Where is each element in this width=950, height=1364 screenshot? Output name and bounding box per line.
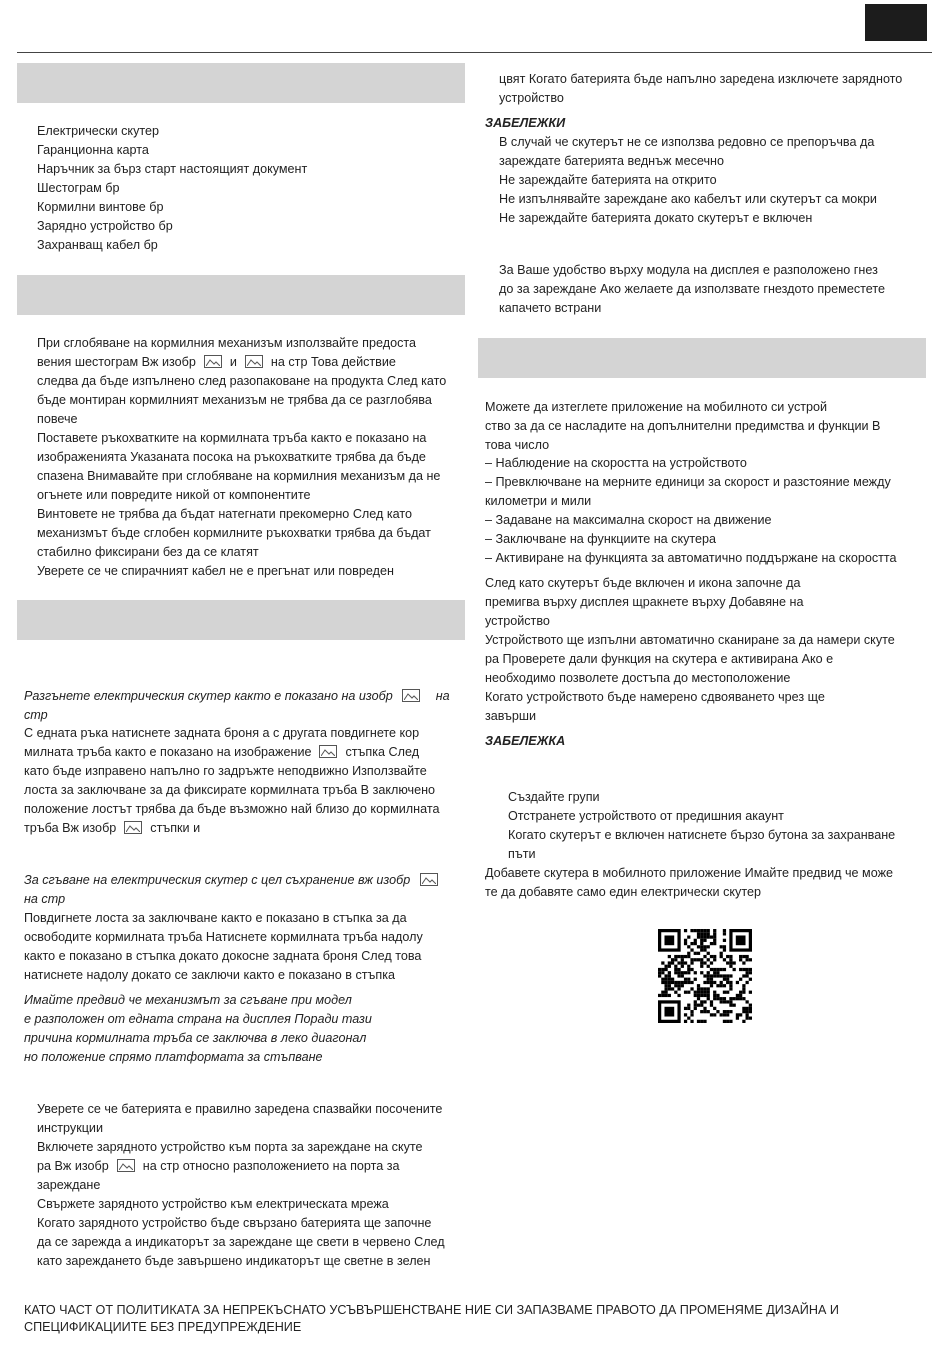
charge-line: ра Вж изобр на стр относно разположението на порта за <box>37 1159 400 1173</box>
footer-line: СПЕЦИФИКАЦИИТЕ БЕЗ ПРЕДУПРЕЖДЕНИЕ <box>24 1320 302 1334</box>
fold-line: Повдигнете лоста за заключване както е показано в стъпка за да <box>24 911 407 925</box>
note-item: Не изпълнявайте зареждане ако кабелът или скутерът са мокри <box>499 192 877 206</box>
unfold-line: положение лостът трябва да бъде възможно най близо до кормилната <box>24 802 440 816</box>
pairing-line: завърши <box>485 709 537 723</box>
unfold-line: лоста за заключване за да фиксирате кормилната тръба В заключено <box>24 783 436 797</box>
pairing-line: Устройството ще изпълни автоматично сканиране за да намери скуте <box>485 633 895 647</box>
section-header-package <box>17 63 465 103</box>
charge-line: Включете зарядното устройство към порта за зареждане на скуте <box>37 1140 423 1154</box>
unfold-line: С едната ръка натиснете задната броня а с другата повдигнете кор <box>24 726 420 740</box>
image-icon <box>117 1159 135 1172</box>
section-header-folding <box>17 600 465 640</box>
image-icon <box>319 745 337 758</box>
closing-line: те да добавяте само един електрически скутер <box>485 885 761 899</box>
app-intro-line: ство за да се насладите на допълнителни предимства и функции В <box>485 419 881 433</box>
package-item: Зарядно устройство бр <box>37 219 173 233</box>
assembly-line: вения шестограм Вж изобр и на стр Това действие <box>37 355 396 369</box>
assembly-line: Поставете ръкохватките на кормилната тръба както е показано на <box>37 431 427 445</box>
note-line: Отстранете устройството от предишния акаунт <box>508 809 784 823</box>
image-icon <box>204 355 222 368</box>
note-item: В случай че скутерът не се използва редовно се препоръчва да <box>499 135 875 149</box>
charge-line: Когато зарядното устройство бъде свързано батерията ще започне <box>37 1216 432 1230</box>
charge-line: като зареждането бъде завършено индикаторът ще светне в зелен <box>37 1254 431 1268</box>
note-line: Създайте групи <box>508 790 600 804</box>
fold-note-line: причина кормилната тръба се заключва в леко диагонал <box>24 1031 367 1045</box>
pairing-line: устройство <box>485 614 550 628</box>
fold-title-2: на стр <box>24 892 66 906</box>
package-item: Шестограм бр <box>37 181 120 195</box>
assembly-line: При сглобяване на кормилния механизъм използвайте предоста <box>37 336 417 350</box>
note-item: зареждате батерията веднъж месечно <box>499 154 724 168</box>
charge-line: Уверете се че батерията е правилно заредена спазвайки посочените <box>37 1102 443 1116</box>
assembly-line: Уверете се че спирачният кабел не е прегънат или повреден <box>37 564 394 578</box>
pairing-line: ра Проверете дали функция на скутера е активирана Ако е <box>485 652 834 666</box>
unfold-line: като бъде изправено напълно го задръжте неподвижно Използвайте <box>24 764 427 778</box>
image-icon <box>420 873 438 886</box>
pairing-line: необходимо позволете достъпа до местоположение <box>485 671 791 685</box>
feature-item: – Задаване на максимална скорост на движение <box>485 513 772 527</box>
charge-line: Свържете зарядното устройство към електрическата мрежа <box>37 1197 389 1211</box>
assembly-line: бъде монтиран кормилният механизъм не трябва да се разглобява <box>37 393 432 407</box>
charge-line: да се зарежда а индикаторът за зареждане ще свети в червено След <box>37 1235 445 1249</box>
image-icon <box>245 355 263 368</box>
charge-line: инструкции <box>37 1121 104 1135</box>
note-line: пъти <box>508 847 536 861</box>
package-item: Кормилни винтове бр <box>37 200 164 214</box>
fold-note-line: е разположен от едната страна на дисплея Поради тази <box>24 1012 372 1026</box>
fold-note-line: но положение спрямо платформата за стъпване <box>24 1050 323 1064</box>
fold-line: освободите кормилната тръба Натиснете кормилната тръба надолу <box>24 930 423 944</box>
assembly-line: огънете или повредите никой от компонентите <box>37 488 311 502</box>
section-header-app <box>478 338 926 378</box>
usb-line: капачето встрани <box>499 301 602 315</box>
pairing-line: премигва върху дисплея щракнете върху Добавяне на <box>485 595 804 609</box>
usb-line: За Ваше удобство върху модула на дисплея е разположено гнез <box>499 263 878 277</box>
qr-code[interactable] <box>658 929 752 1023</box>
package-item: Електрически скутер <box>37 124 159 138</box>
section-header-assembly <box>17 275 465 315</box>
image-icon <box>124 821 142 834</box>
notes-title: ЗАБЕЛЕЖКИ <box>485 116 566 130</box>
fold-line: както е показано в стъпка докато докосне задната броня След това <box>24 949 422 963</box>
feature-item: километри и мили <box>485 494 592 508</box>
app-intro-line: Можете да изтеглете приложение на мобилното си устрой <box>485 400 828 414</box>
package-item: Гаранционна карта <box>37 143 149 157</box>
assembly-line: следва да бъде изпълнено след разопаковане на продукта След като <box>37 374 447 388</box>
unfold-title-2: стр <box>24 708 48 722</box>
image-icon <box>402 689 420 702</box>
pairing-line: След като скутерът бъде включен и икона започне да <box>485 576 801 590</box>
assembly-line: механизмът бъде сглобен кормилните ръкохватки трябва да бъдат <box>37 526 431 540</box>
feature-item: – Заключване на функциите на скутера <box>485 532 717 546</box>
charge-line: зареждане <box>37 1178 101 1192</box>
package-item: Наръчник за бърз старт настоящият документ <box>37 162 308 176</box>
fold-line: натиснете надолу докато се заключи както е показано в стъпка <box>24 968 395 982</box>
charge-line: цвят Когато батерията бъде напълно заредена изключете зарядното <box>499 72 903 86</box>
unfold-title: Разгънете електрическия скутер както е показано на изобр на <box>24 689 450 703</box>
feature-item: – Активиране на функцията за автоматично поддържане на скоростта <box>485 551 897 565</box>
corner-tab <box>865 4 927 41</box>
assembly-line: изображенията Указаната посока на ръкохватките трябва да бъде <box>37 450 426 464</box>
charge-line: устройство <box>499 91 564 105</box>
pairing-line: Когато устройството бъде намерено сдвояването чрез ще <box>485 690 825 704</box>
note-line: Когато скутерът е включен натиснете бързо бутона за захранване <box>508 828 896 842</box>
assembly-line: повече <box>37 412 78 426</box>
footer-line: КАТО ЧАСТ ОТ ПОЛИТИКАТА ЗА НЕПРЕКЪСНАТО УСЪВЪРШЕНСТВАНЕ НИЕ СИ ЗАПАЗВАМЕ ПРАВОТО ДА ПРОМЕНЯМЕ ДИЗАЙНА И <box>24 1303 839 1317</box>
unfold-line: милната тръба както е показано на изображение стъпка След <box>24 745 420 759</box>
note-title: ЗАБЕЛЕЖКА <box>485 734 566 748</box>
app-intro-line: това число <box>485 438 550 452</box>
header-rule <box>17 52 932 53</box>
usb-line: до за зареждане Ако желаете да използвате гнездото преместете <box>499 282 885 296</box>
fold-note-line: Имайте предвид че механизмът за сгъване при модел <box>24 993 352 1007</box>
package-item: Захранващ кабел бр <box>37 238 158 252</box>
unfold-line: тръба Вж изобр стъпки и <box>24 821 201 835</box>
assembly-line: спазена Внимавайте при сглобяване на кормилния механизъм да не <box>37 469 441 483</box>
fold-title: За сгъване на електрическия скутер с цел съхранение вж изобр <box>24 871 438 890</box>
note-item: Не зареждайте батерията докато скутерът е включен <box>499 211 813 225</box>
note-item: Не зареждайте батерията на открито <box>499 173 717 187</box>
assembly-line: Винтовете не трябва да бъдат натегнати прекомерно След като <box>37 507 412 521</box>
assembly-line: стабилно фиксирани без да се клатят <box>37 545 259 559</box>
feature-item: – Наблюдение на скоростта на устройството <box>485 456 747 470</box>
closing-line: Добавете скутера в мобилното приложение Имайте предвид че може <box>485 866 894 880</box>
feature-item: – Превключване на мерните единици за скорост и разстояние между <box>485 475 891 489</box>
